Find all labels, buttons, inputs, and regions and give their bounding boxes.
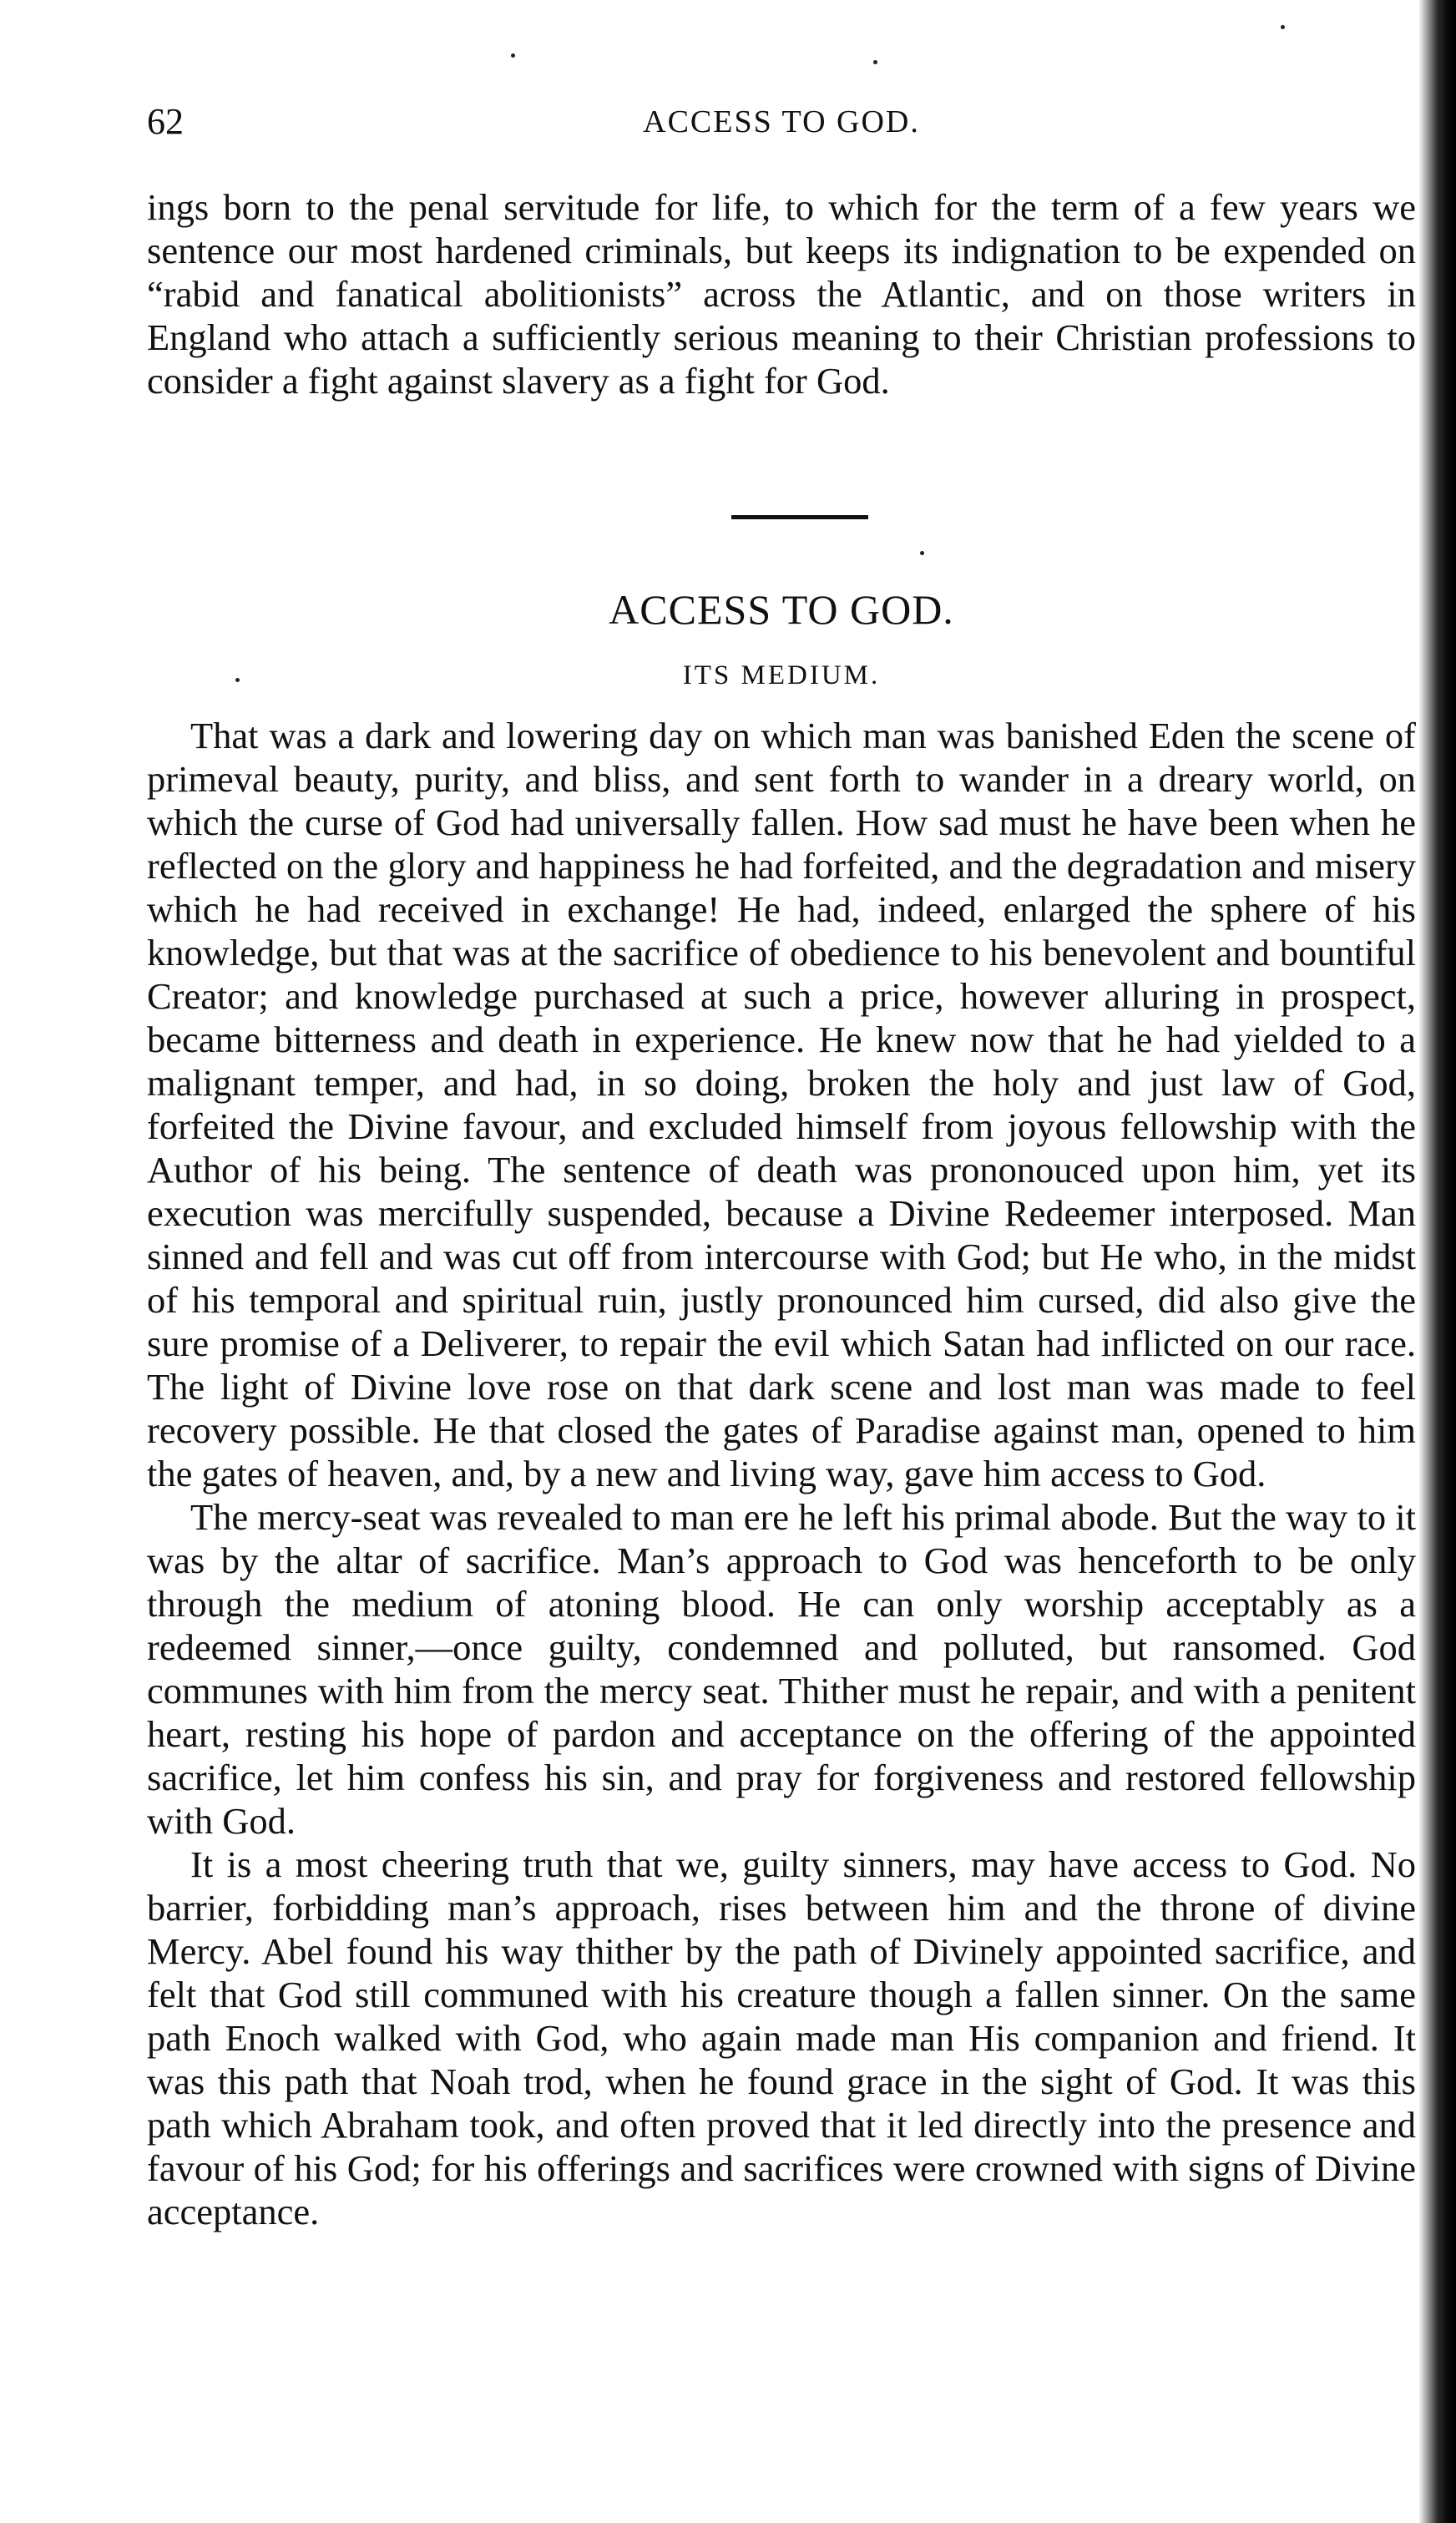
- article-subtitle: ITS MEDIUM.: [682, 660, 881, 690]
- ink-speck: [920, 551, 924, 555]
- paragraph: That was a dark and lowering day on which man was banished Eden the scene of primeval beauty, purity, and bliss, and sent forth to wander in a dreary world, on which the curse of God had universally fallen. How sad must he have been when he reflected on the glory and happiness he had forfeited, and the degradation and misery which he had received in exchange! He had, indeed, enlarged the sphere of his knowledge, but that was at the sacrifice of obedience to his benevolent and bountiful Creator; and knowledge purchased at such a price, however alluring in prospect, became bitterness and death in experience. He knew now that he had yielded to a malignant temper, and had, in so doing, broken the holy and just law of God, forfeited the Divine favour, and excluded himself from joyous fellowship with the Author of his being. The sentence of death was prononouced upon him, yet its execution was mercifully suspended, because a Divine Redeemer interposed. Man sinned and fell and was cut off from intercourse with God; but He who, in the midst of his temporal and spiritual ruin, justly pronounced him cursed, did also give the sure promise of a Deliverer, to repair the evil which Satan had inflicted on our race. The light of Divine love rose on that dark scene and lost man was made to feel recovery possible. He that closed the gates of Paradise against man, opened to him the gates of heaven, and, by a new and living way, gave him access to God.: [147, 715, 1416, 1494]
- article-body: [147, 714, 1416, 2233]
- section-divider-rule: [731, 515, 868, 519]
- page-header: [147, 97, 1416, 147]
- paragraph: The mercy-seat was revealed to man ere he left his primal abode. But the way to it was by the altar of sacrifice. Man’s approach to God was henceforth to be only through the medium of atoning blood. He can only worship acceptably as a redeemed sinner,—once guilty, condemned and polluted, but ransomed. God communes with him from the mercy seat. Thither must he repair, and with a penitent heart, resting his hope of pardon and acceptance on the offering of the appointed sacrifice, let him confess his sin, and pray for forgiveness and restored fellowship with God.: [147, 1496, 1416, 1842]
- previous-article-ending: ings born to the penal servitude for life, to which for the term of a few years we sentence our most hardened criminals, but keeps its indignation to be expended on “rabid and fanatical abolitionists” across the Atlantic, and on those writers in England who attach a sufficiently serious meaning to their Christian professions to consider a fight against slavery as a fight for God.: [147, 186, 1416, 402]
- paragraph: It is a most cheering truth that we, guilty sinners, may have access to God. No barrier, forbidding man’s approach, rises between him and the throne of divine Mercy. Abel found his way thither by the path of Divinely appointed sacrifice, and felt that God still communed with his creature though a fallen sinner. On the same path Enoch walked with God, who again made man His companion and friend. It was this path that Noah trod, when he found grace in the sight of God. It was this path which Abraham took, and often proved that it led directly into the presence and favour of his God; for his offerings and sacrifices were crowned with signs of Divine acceptance.: [147, 1843, 1416, 2232]
- ink-speck: [1281, 25, 1285, 29]
- ink-speck: [235, 678, 240, 682]
- ink-speck: [511, 53, 515, 58]
- article-title: ACCESS TO GOD.: [609, 586, 954, 633]
- page-number: 62: [147, 101, 184, 142]
- page-binding-shadow: [1419, 0, 1456, 2523]
- running-head: ACCESS TO GOD.: [643, 104, 920, 139]
- ink-speck: [873, 60, 877, 64]
